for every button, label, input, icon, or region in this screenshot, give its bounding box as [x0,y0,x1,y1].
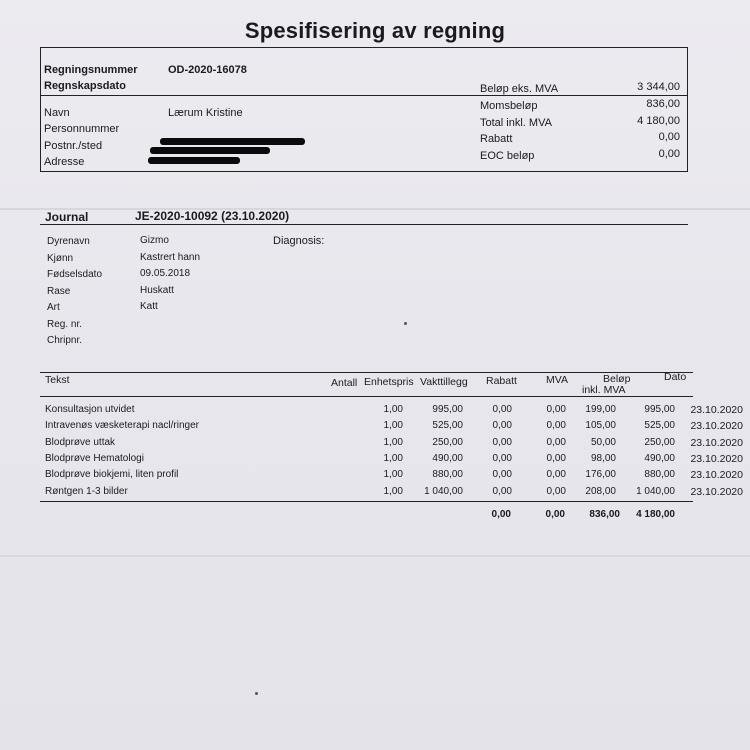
cell-text: Røntgen 1-3 bilder [45,485,128,497]
cell-unit-price: 250,00 [432,436,463,448]
totals-label: Total inkl. MVA [480,117,552,129]
totals-label: Beløp eks. MVA [480,83,559,95]
sum-discount: 0,00 [545,509,565,520]
cell-vat: 176,00 [585,469,616,481]
patient-field-value: Gizmo [140,235,169,246]
cell-surcharge: 0,00 [492,436,512,448]
patient-field-value: Katt [140,301,158,312]
postcode-label: Postnr./sted [44,140,103,152]
cell-surcharge: 0,00 [492,420,512,432]
cell-vat: 105,00 [585,420,616,432]
sum-surcharge: 0,00 [491,509,511,520]
table-row [45,404,743,420]
cell-amount: 995,00 [644,404,675,415]
col-header-vat: MVA [546,374,568,386]
table-sum-row [45,509,693,525]
cell-quantity: 1,00 [383,420,403,432]
cell-unit-price: 490,00 [432,452,463,464]
totals-label: EOC beløp [480,150,535,162]
personal-number-label: Personnummer [44,123,120,135]
journal-label: Journal [45,210,89,224]
table-bottom-border [40,501,693,502]
cell-date: 23.10.2020 [690,452,743,465]
col-header-amount-incl: inkl. MVA [582,384,626,396]
cell-quantity: 1,00 [383,452,403,464]
cell-vat: 50,00 [590,436,616,448]
col-header-discount: Rabatt [486,375,517,387]
table-row [45,420,743,436]
address-label: Adresse [44,156,85,168]
cell-date: 23.10.2020 [690,485,743,498]
patient-field-value: 09.05.2018 [140,268,191,279]
patient-field-label: Dyrenavn [47,236,90,247]
invoice-number-label: Regningsnummer [44,64,138,76]
cell-amount: 880,00 [644,469,675,481]
table-row [45,485,743,502]
diagnosis-label: Diagnosis: [273,235,325,247]
totals-value: 4 180,00 [637,115,680,127]
cell-quantity: 1,00 [383,485,403,497]
totals-label: Rabatt [480,133,513,145]
accounting-date-label: Regnskapsdato [44,80,126,92]
totals-value: 836,00 [646,98,680,110]
divider [40,224,688,225]
cell-discount: 0,00 [546,485,566,497]
col-header-quantity: Antall [331,377,358,389]
redaction-bar [160,138,305,145]
cell-unit-price: 1 040,00 [424,485,463,497]
patient-field-label: Art [47,302,60,313]
redaction-bar [150,147,270,154]
speck [255,692,258,695]
invoice-number-value: OD-2020-16078 [168,64,247,76]
paper-fold-line [0,555,750,557]
col-header-surcharge: Vakttillegg [420,376,468,388]
cell-amount: 490,00 [644,452,675,464]
sum-amount: 4 180,00 [636,509,675,520]
patient-field-label: Fødselsdato [47,269,103,280]
cell-surcharge: 0,00 [492,452,512,464]
cell-text: Blodprøve uttak [45,436,116,448]
cell-amount: 250,00 [644,436,675,448]
cell-discount: 0,00 [546,452,566,464]
sum-vat: 836,00 [589,509,620,520]
paper-fold-line [0,208,750,210]
col-header-text: Tekst [45,374,70,386]
name-value: Lærum Kristine [168,107,243,119]
table-row [45,452,743,469]
patient-field-label: Kjønn [47,252,74,264]
cell-date: 23.10.2020 [690,469,743,482]
patient-field-label: Rase [47,285,71,297]
cell-discount: 0,00 [546,436,566,448]
totals-label: Momsbeløp [480,100,538,112]
name-label: Navn [44,107,70,119]
cell-discount: 0,00 [546,404,566,415]
cell-unit-price: 995,00 [432,404,463,415]
cell-text: Blodprøve Hematologi [45,452,144,464]
cell-discount: 0,00 [546,420,566,432]
cell-surcharge: 0,00 [492,469,512,481]
cell-surcharge: 0,00 [492,404,512,415]
cell-discount: 0,00 [546,469,566,481]
cell-quantity: 1,00 [383,436,403,448]
totals-value: 3 344,00 [637,81,680,93]
patient-field-value: Huskatt [140,284,174,296]
col-header-date: Dato [664,371,687,383]
table-row [45,436,743,453]
cell-vat: 98,00 [590,452,616,464]
cell-unit-price: 525,00 [432,420,463,432]
journal-value: JE-2020-10092 (23.10.2020) [135,209,290,223]
table-row [45,469,743,485]
patient-field-label: Reg. nr. [47,318,83,330]
cell-surcharge: 0,00 [492,485,512,497]
cell-unit-price: 880,00 [432,469,463,481]
divider [40,95,688,96]
cell-quantity: 1,00 [383,404,403,415]
cell-text: Intravenøs væsketerapi nacl/ringer [45,420,199,432]
cell-vat: 199,00 [585,404,616,415]
patient-field-label: Chripnr. [47,335,83,346]
cell-text: Konsultasjon utvidet [45,404,135,415]
patient-field-value: Kastrert hann [140,251,201,263]
totals-value: 0,00 [658,148,680,160]
cell-quantity: 1,00 [383,469,403,481]
table-header-border [40,396,693,397]
totals-value: 0,00 [658,131,680,143]
cell-text: Blodprøve biokjemi, liten profil [45,469,179,481]
table-top-border [40,372,693,373]
cell-date: 23.10.2020 [690,436,743,449]
document-title: Spesifisering av regning [244,18,506,43]
cell-amount: 525,00 [644,420,675,432]
cell-amount: 1 040,00 [636,485,675,497]
cell-date: 23.10.2020 [690,404,743,416]
col-header-unit-price: Enhetspris [364,376,414,388]
col-header-amount: Beløp [603,373,631,385]
redaction-bar [148,157,240,164]
speck [404,322,407,325]
cell-date: 23.10.2020 [690,420,743,433]
cell-vat: 208,00 [585,485,616,497]
